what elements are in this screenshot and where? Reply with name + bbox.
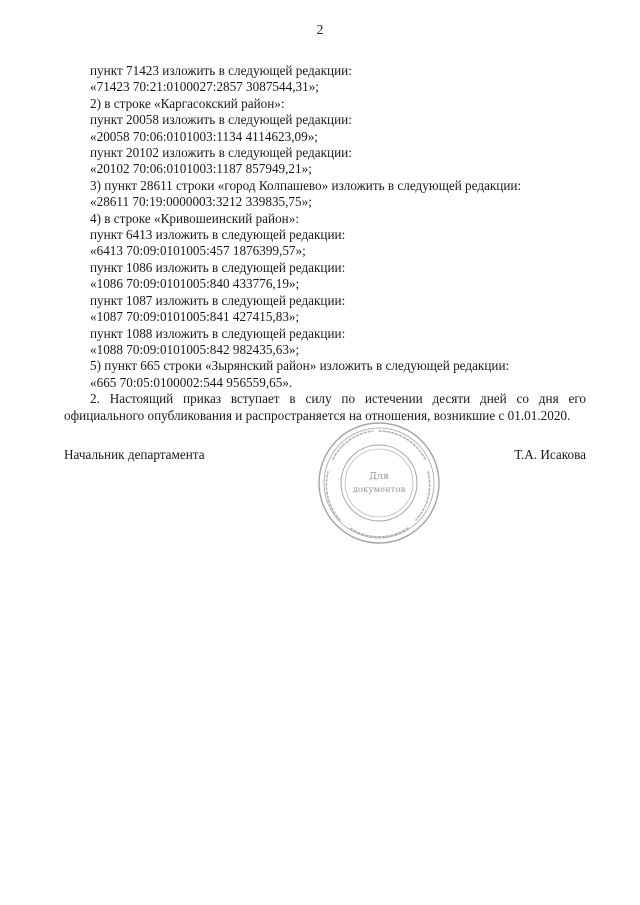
text-line: «6413 70:09:0101005:457 1876399,57»;: [90, 243, 306, 259]
signatory-name: Т.А. Исакова: [514, 447, 586, 462]
text-line: «1086 70:09:0101005:840 433776,19»;: [90, 276, 300, 292]
text-line: пункт 20058 изложить в следующей редакции:: [90, 112, 352, 128]
stamp-text-line2: документов: [352, 485, 406, 495]
document-body: [64, 63, 586, 424]
page-number: 2: [316, 22, 324, 37]
text-line: «1087 70:09:0101005:841 427415,83»;: [90, 309, 300, 325]
text-line: 3) пункт 28611 строки «город Колпашево» изложить в следующей редакции:: [90, 177, 522, 193]
official-seal-stamp: [316, 420, 442, 546]
text-line: 5) пункт 665 строки «Зырянский район» изложить в следующей редакции:: [90, 358, 510, 374]
text-line: пункт 71423 изложить в следующей редакции:: [90, 63, 352, 78]
stamp-text-line1: Для: [369, 471, 389, 482]
text-line: «1088 70:09:0101005:842 982435,63»;: [90, 341, 300, 357]
text-line: пункт 1086 изложить в следующей редакции:: [90, 259, 346, 275]
text-line: «665 70:05:0100002:544 956559,65».: [90, 374, 293, 390]
text-line: пункт 1088 изложить в следующей редакции:: [90, 325, 346, 341]
text-line: пункт 6413 изложить в следующей редакции:: [90, 227, 346, 243]
text-line: 4) в строке «Кривошеинский район»:: [90, 210, 299, 226]
text-line: «20058 70:06:0101003:1134 4114623,09»;: [90, 128, 318, 144]
final-paragraph: 2. Настоящий приказ вступает в силу по истечении десяти дней со дня его официального опубликования и распространяется на отношения, возникшие с 01.01.2020.: [64, 391, 586, 423]
text-line: пункт 1087 изложить в следующей редакции:: [90, 292, 346, 308]
text-line: 2) в строке «Каргасокский район»:: [90, 95, 285, 111]
text-line: пункт 20102 изложить в следующей редакции:: [90, 145, 352, 161]
text-line: «20102 70:06:0101003:1187 857949,21»;: [90, 161, 312, 177]
signatory-position: Начальник департамента: [64, 447, 205, 462]
text-line: «71423 70:21:0100027:2857 3087544,31»;: [90, 79, 319, 95]
text-line: «28611 70:19:0000003:3212 339835,75»;: [90, 194, 312, 210]
